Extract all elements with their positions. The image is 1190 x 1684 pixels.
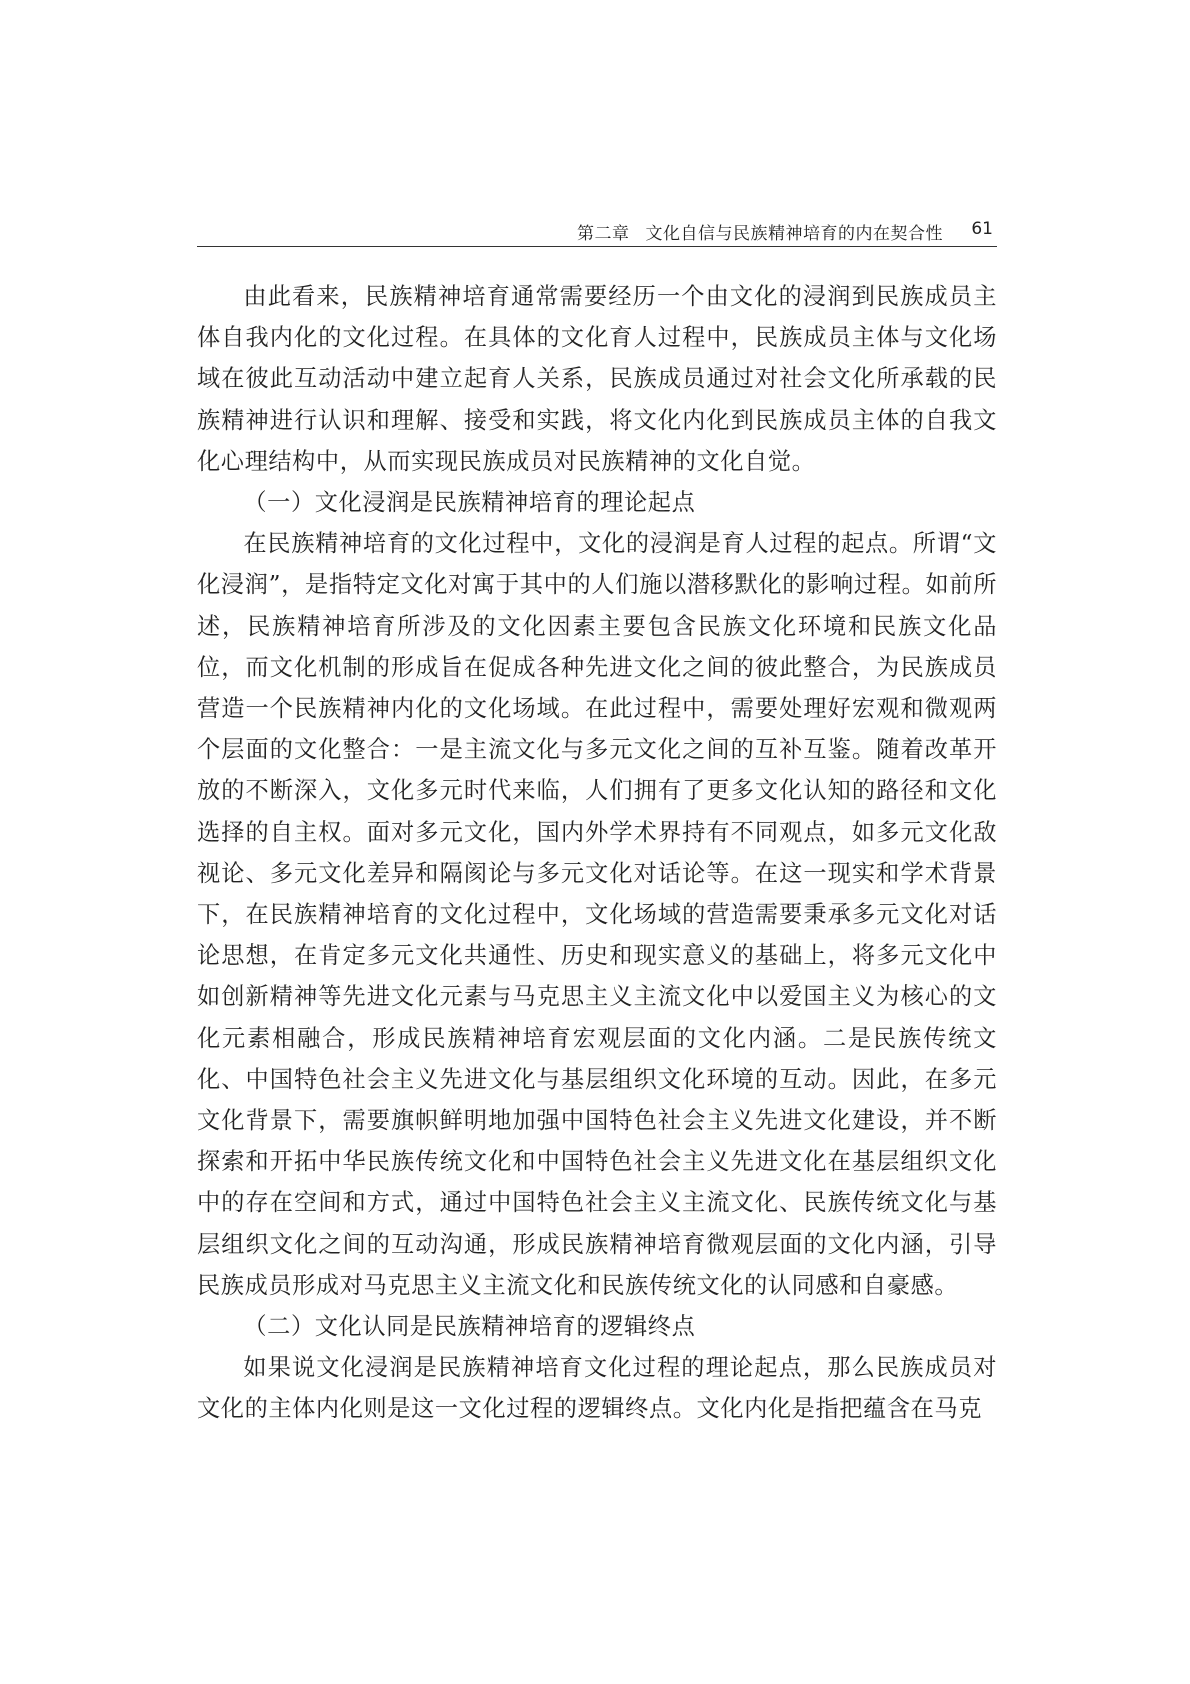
section-heading-2: （二）文化认同是民族精神培育的逻辑终点: [243, 1313, 696, 1341]
chapter-title: 文化自信与民族精神培育的内在契合性: [645, 224, 943, 244]
paragraph-intro: 由此看来，民族精神培育通常需要经历一个由文化的浸润到民族成员主体自我内化的文化过程。在具体的文化育人过程中，民族成员主体与文化场域在彼此互动活动中建立起育人关系，民族成员通过对社会文化所承载的民族精神进行认识和理解、接受和实践，将文化内化到民族成员主体的自我文化心理结构中，从而实现民族成员对民族精神的文化自觉。: [197, 283, 997, 475]
chapter-label: 第二章: [577, 224, 630, 244]
section-heading-1: （一）文化浸润是民族精神培育的理论起点: [243, 489, 696, 517]
paragraph-cultural-immersion: 在民族精神培育的文化过程中，文化的浸润是育人过程的起点。所谓“文化浸润”，是指特定文化对寓于其中的人们施以潜移默化的影响过程。如前所述，民族精神培育所涉及的文化因素主要包含民族文化环境和民族文化品位，而文化机制的形成旨在促成各种先进文化之间的彼此整合，为民族成员营造一个民族精神内化的文化场域。在此过程中，需要处理好宏观和微观两个层面的文化整合：一是主流文化与多元文化之间的互补互鉴。随着改革开放的不断深入，文化多元时代来临，人们拥有了更多文化认知的路径和文化选择的自主权。面对多元文化，国内外学术界持有不同观点，如多元文化敌视论、多元文化差异和隔阂论与多元文化对话论等。在这一现实和学术背景下，在民族精神培育的文化过程中，文化场域的营造需要秉承多元文化对话论思想，在肯定多元文化共通性、历史和现实意义的基础上，将多元文化中如创新精神等先进文化元素与马克思主义主流文化中以爱国主义为核心的文化元素相融合，形成民族精神培育宏观层面的文化内涵。二是民族传统文化、中国特色社会主义先进文化与基层组织文化环境的互动。因此，在多元文化背景下，需要旗帜鲜明地加强中国特色社会主义先进文化建设，并不断探索和开拓中华民族传统文化和中国特色社会主义先进文化在基层组织文化中的存在空间和方式，通过中国特色社会主义主流文化、民族传统文化与基层组织文化之间的互动沟通，形成民族精神培育微观层面的文化内涵，引导民族成员形成对马克思主义主流文化和民族传统文化的认同感和自豪感。: [197, 530, 997, 1299]
body-text: [197, 276, 997, 1430]
chapter-heading: [577, 219, 943, 244]
paragraph-cultural-identity: 如果说文化浸润是民族精神培育文化过程的理论起点，那么民族成员对文化的主体内化则是这一文化过程的逻辑终点。文化内化是指把蕴含在马克: [197, 1354, 997, 1423]
page-number: 61: [971, 219, 993, 239]
running-head: [197, 214, 997, 247]
